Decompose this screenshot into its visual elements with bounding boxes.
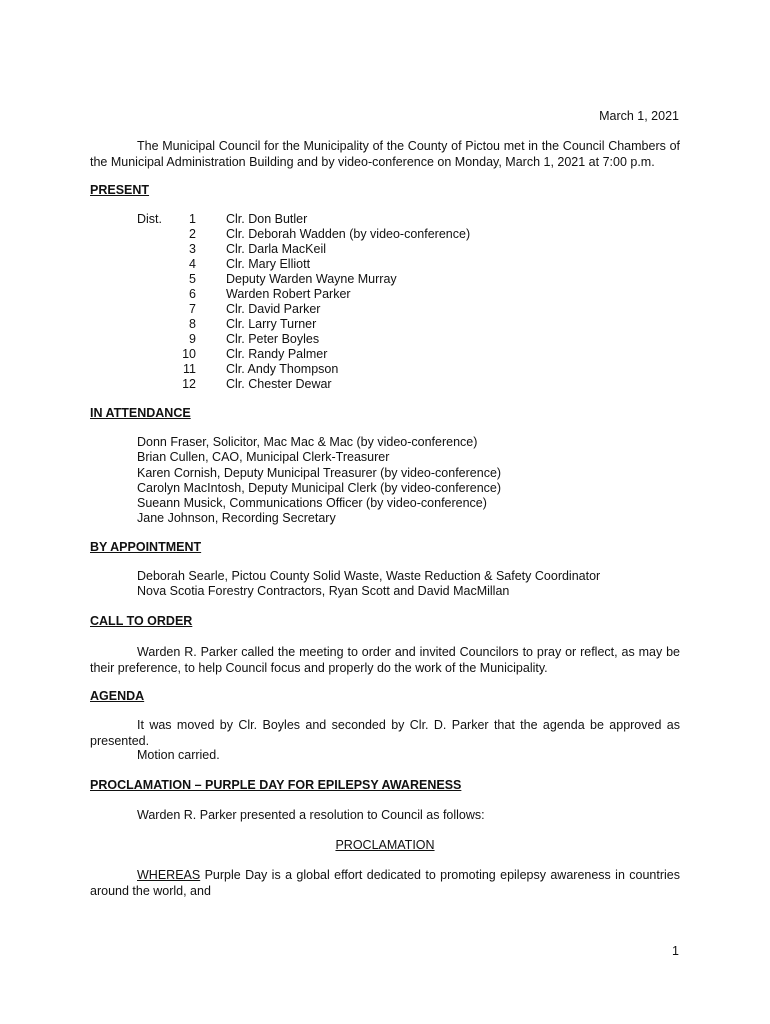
member-name: Warden Robert Parker [226, 287, 351, 301]
by-appointment-heading: BY APPOINTMENT [90, 540, 202, 554]
member-district: 1 [189, 212, 196, 226]
attendee: Carolyn MacIntosh, Deputy Municipal Clerk (by video-conference) [137, 480, 502, 495]
member-district: 10 [182, 347, 196, 361]
call-to-order-paragraph: Warden R. Parker called the meeting to order and invited Councilors to pray or reflect, as may be their preference, to help Council focus and properly do the work of the Municipality. [90, 645, 680, 675]
member-name: Clr. Darla MacKeil [226, 242, 327, 256]
member-name: Deputy Warden Wayne Murray [226, 272, 397, 286]
whereas-paragraph [90, 867, 680, 899]
attendee: Donn Fraser, Solicitor, Mac Mac & Mac (by video-conference) [137, 435, 478, 449]
intro-paragraph: The Municipal Council for the Municipality of the County of Pictou met in the Council Chambers of the Municipal Administration Building and by video-conference on Monday, March 1, 2021 at 7:00 p.m. [90, 139, 680, 169]
member-row [160, 242, 470, 257]
proclamation-heading: PROCLAMATION – PURPLE DAY FOR EPILEPSY AWARENESS [90, 778, 462, 792]
member-row [160, 317, 470, 332]
proclamation-title: PROCLAMATION [335, 838, 435, 852]
member-row [160, 287, 470, 302]
member-name: Clr. Larry Turner [226, 317, 317, 331]
agenda-paragraph: It was moved by Clr. Boyles and seconded by Clr. D. Parker that the agenda be approved as presented. [90, 718, 680, 748]
whereas-word: WHEREAS [137, 868, 201, 882]
agenda-heading: AGENDA [90, 689, 145, 703]
member-row [160, 332, 470, 347]
members-list [160, 212, 470, 392]
member-row [160, 272, 470, 287]
member-row [160, 212, 470, 227]
member-district: 9 [189, 332, 196, 346]
member-name: Clr. Randy Palmer [226, 347, 328, 361]
attendee: Sueann Musick, Communications Officer (by video-conference) [137, 496, 487, 511]
member-row [160, 362, 470, 377]
call-to-order-heading: CALL TO ORDER [90, 614, 193, 628]
attendee: Karen Cornish, Deputy Municipal Treasurer (by video-conference) [137, 465, 502, 480]
member-district: 8 [189, 317, 196, 331]
member-name: Clr. David Parker [226, 302, 321, 316]
attendee: Jane Johnson, Recording Secretary [137, 511, 336, 526]
member-row [160, 257, 470, 272]
member-name: Clr. Mary Elliott [226, 257, 311, 271]
attendance-list [137, 435, 501, 527]
appointment-list [137, 569, 600, 600]
whereas-text: Purple Day is a global effort dedicated to promoting epilepsy awareness in countries around the world, and [90, 868, 680, 898]
meeting-date: March 1, 2021 [599, 109, 679, 123]
member-district: 3 [189, 242, 196, 256]
member-district: 4 [189, 257, 196, 271]
district-label: Dist. [137, 212, 162, 226]
member-row [160, 227, 470, 242]
member-district: 5 [189, 272, 196, 286]
appointment-entry: Nova Scotia Forestry Contractors, Ryan Scott and David MacMillan [137, 584, 510, 599]
member-name: Clr. Andy Thompson [226, 362, 339, 376]
member-name: Clr. Deborah Wadden (by video-conference) [226, 227, 471, 241]
present-heading: PRESENT [90, 183, 150, 197]
member-name: Clr. Peter Boyles [226, 332, 320, 346]
member-district: 7 [189, 302, 196, 316]
member-row [160, 347, 470, 362]
motion-carried: Motion carried. [137, 748, 220, 762]
member-district: 11 [183, 362, 196, 376]
member-district: 12 [182, 377, 196, 391]
member-district: 2 [189, 227, 196, 241]
page-number: 1 [672, 944, 679, 958]
in-attendance-heading: IN ATTENDANCE [90, 406, 191, 420]
member-row [160, 302, 470, 317]
member-district: 6 [189, 287, 196, 301]
member-name: Clr. Don Butler [226, 212, 308, 226]
attendee: Brian Cullen, CAO, Municipal Clerk-Treasurer [137, 450, 390, 465]
member-name: Clr. Chester Dewar [226, 377, 332, 391]
proclamation-intro: Warden R. Parker presented a resolution to Council as follows: [137, 808, 485, 822]
appointment-entry: Deborah Searle, Pictou County Solid Waste, Waste Reduction & Safety Coordinator [137, 569, 601, 583]
member-row [160, 377, 470, 392]
